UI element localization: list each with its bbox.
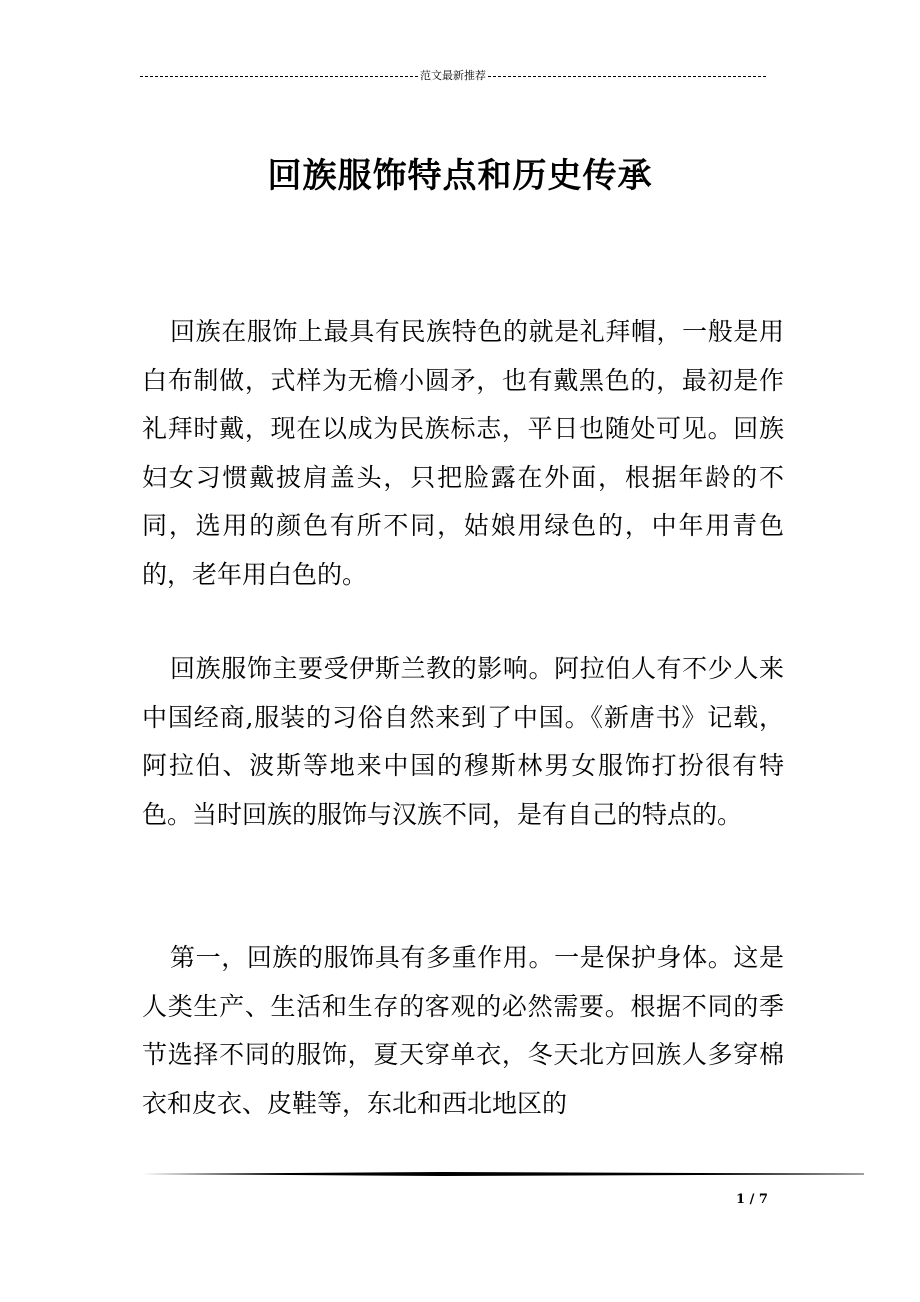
document-title: 回族服饰特点和历史传承 (267, 155, 653, 196)
paragraph-3: 第一，回族的服饰具有多重作用。一是保护身体。这是人类生产、生活和生存的客观的必然需要。根据不同的季节选择不同的服饰，夏天穿单衣，冬天北方回族人多穿棉衣和皮衣、皮鞋等，东北和西北地区的 (142, 943, 784, 1118)
header-dashed-line-left (140, 76, 418, 77)
header-dashed-line-right (488, 76, 766, 77)
page-header (140, 68, 766, 84)
paragraph-1: 回族在服饰上最具有民族特色的就是礼拜帽，一般是用白布制做，式样为无檐小圆矛，也有戴黑色的，最初是作礼拜时戴，现在以成为民族标志，平日也随处可见。回族妇女习惯戴披肩盖头，只把脸露在外面，根据年龄的不同，选用的颜色有所不同，姑娘用绿色的，中年用青色的，老年用白色的。 (142, 317, 784, 589)
header-label: 范文最新推荐 (420, 69, 486, 82)
page-number: 1 / 7 (736, 1192, 768, 1207)
footer-rule (142, 1172, 864, 1176)
paragraph-2: 回族服饰主要受伊斯兰教的影响。阿拉伯人有不少人来中国经商,服装的习俗自然来到了中国。《新唐书》记载，阿拉伯、波斯等地来中国的穆斯林男女服饰打扮很有特色。当时回族的服饰与汉族不同，是有自己的特点的。 (142, 654, 784, 829)
